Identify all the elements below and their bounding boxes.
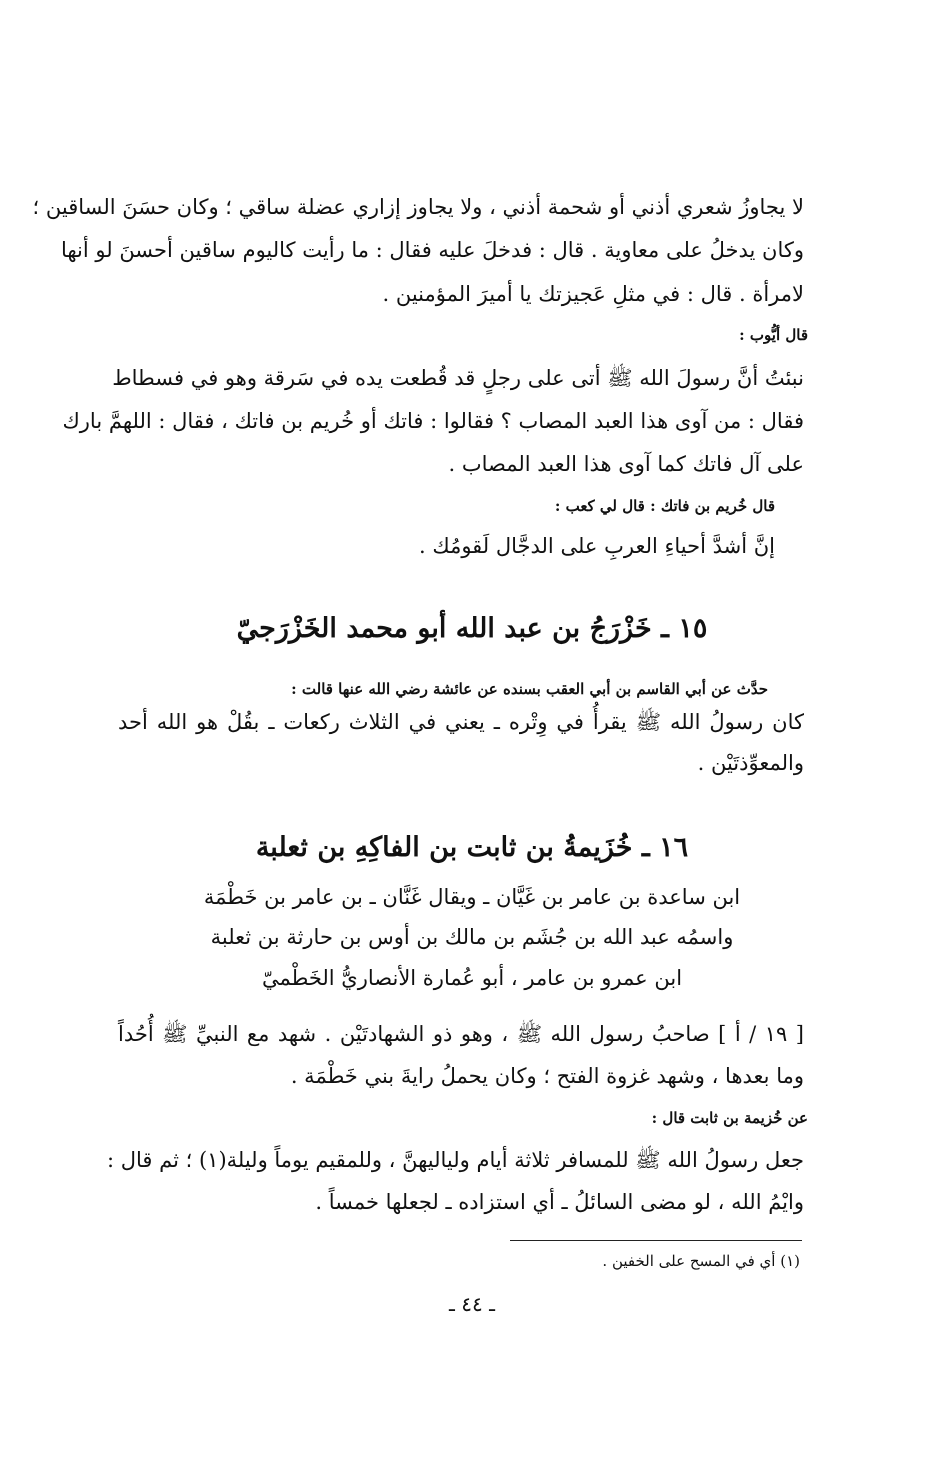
narrator-label: عن خُزيمة بن ثابت قال : xyxy=(651,1109,808,1127)
entry-heading: ١٥ ـ خَزْرَجُ بن عبد الله أبو محمد الخَزْرَجيّ xyxy=(236,613,708,644)
nasab-line: ابن عمرو بن عامر ، أبو عُمارة الأنصاريُّ الخَطْميّ xyxy=(261,966,683,990)
body-line: وايْمُ الله ، لو مضى السائلُ ـ أي استزاده ـ لجعلها خمساً . xyxy=(315,1190,804,1214)
nasab-line: واسمُه عبد الله بن جُشَم بن مالك بن أوس بن حارثة بن ثعلبة xyxy=(210,925,734,949)
body-line: على آل فاتك كما آوى هذا العبد المصاب . xyxy=(448,452,804,476)
body-line: وما بعدها ، وشهد غزوة الفتح ؛ وكان يحملُ رايةَ بني خَطْمَة . xyxy=(290,1064,804,1088)
footnote: (١) أي في المسح على الخفين . xyxy=(602,1252,800,1270)
body-line: والمعوِّذتَيْن . xyxy=(697,751,804,775)
narrator-label: قال أيُّوب : xyxy=(739,326,808,344)
nasab-line: ابن ساعدة بن عامر بن غَيَّان ـ ويقال غَنَّان ـ بن عامر بن خَطْمَة xyxy=(203,885,741,909)
footnote-divider xyxy=(510,1240,802,1241)
body-line: لا يجاوزُ شعري أذني أو شحمة أذني ، ولا يجاوز إزاري عضلة ساقي ؛ وكان حسَنَ الساقين ؛ xyxy=(32,195,804,219)
page-number: ـ ٤٤ ـ xyxy=(449,1292,495,1316)
body-line: وكان يدخلُ على معاوية . قال : فدخلَ عليه فقال : ما رأيت كاليوم ساقين أحسنَ لو أنها xyxy=(60,238,804,262)
body-line: [ ١٩ / أ ] صاحبُ رسول الله ﷺ ، وهو ذو الشهادتَيْن . شهد مع النبيِّ ﷺ أُحُداً xyxy=(118,1022,804,1046)
body-line: جعل رسولُ الله ﷺ للمسافر ثلاثة أيام ولياليهنَّ ، وللمقيم يوماً وليلة(١) ؛ ثم قال : xyxy=(106,1148,804,1172)
isnad-line: حدَّث عن أبي القاسم بن أبي العقب بسنده عن عائشة رضي الله عنها قالت : xyxy=(291,680,768,698)
body-line: نبئتُ أنَّ رسولَ الله ﷺ أتى على رجلٍ قد قُطعت يده في سَرقة وهو في فسطاط xyxy=(112,366,804,390)
quote-line: إنَّ أشدَّ أحياءِ العربِ على الدجَّال لَقومُك . xyxy=(419,534,775,558)
body-line: لامرأة . قال : في مثلِ عَجيزتك يا أميرَ المؤمنين . xyxy=(382,282,804,306)
entry-heading: ١٦ ـ خُزَيمةُ بن ثابت بن الفاكِهِ بن ثعلبة xyxy=(255,832,689,863)
narrator-label: قال خُريم بن فاتك : قال لي كعب : xyxy=(554,497,775,515)
body-line: فقال : من آوى هذا العبد المصاب ؟ فقالوا : فاتك أو خُريم بن فاتك ، فقال : اللهمَّ بارك xyxy=(62,409,804,433)
body-line: كان رسولُ الله ﷺ يقرأُ في وِتْره ـ يعني في الثلاث ركعات ـ بقُلْ هو الله أحد xyxy=(118,710,804,734)
